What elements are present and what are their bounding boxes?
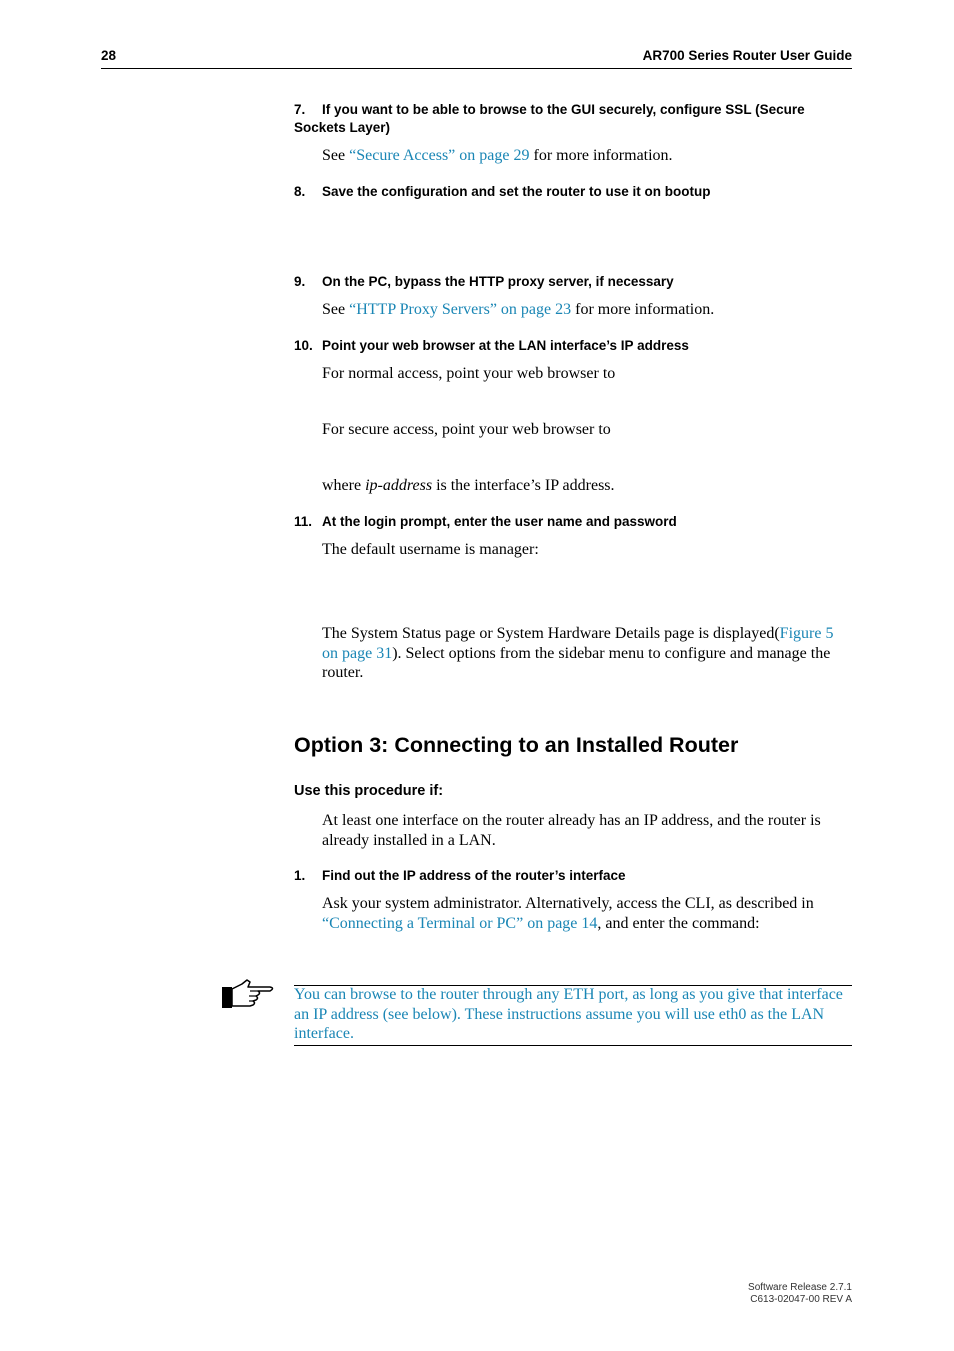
step-9-title [294,273,852,291]
step-number: 9. [294,274,306,289]
note-bottom-rule [294,1045,852,1046]
step-title-text: Point your web browser at the LAN interface’s IP address [322,338,689,353]
step-8-title [294,183,852,201]
after-text: for more information. [529,147,673,164]
running-title: AR700 Series Router User Guide [642,48,852,63]
where-pre: where [322,477,366,494]
header-rule [101,68,852,69]
step-number: 7. [294,102,306,117]
step-number: 10. [294,338,313,353]
http-proxy-link[interactable]: “HTTP Proxy Servers” on page 23 [349,301,572,318]
use-procedure-label: Use this procedure if: [294,783,444,799]
status-post: ). Select options from the sidebar menu to configure and manage the router. [322,644,831,681]
option3-step-1-text [322,894,852,933]
step-title-text: At the login prompt, enter the user name and password [322,514,677,529]
use-procedure-text: At least one interface on the router already has an IP address, and the router is already installed in a LAN. [322,812,821,849]
step-title-text: Find out the IP address of the router’s interface [322,868,626,883]
cli-pre: Ask your system administrator. Alternatively, access the CLI, as described in [322,895,814,912]
page-number: 28 [101,48,117,63]
note-text: You can browse to the router through any ETH port, as long as you give that interface an IP address (see below). These instructions assume you will use eth0 as the LAN interface. [294,986,843,1042]
normal-access-text: For normal access, point your web browser to [322,365,616,382]
document-id: C613-02047-00 REV A [750,1294,852,1305]
status-page-text [322,624,852,683]
secure-access-link[interactable]: “Secure Access” on page 29 [349,147,530,164]
step-number: 11. [294,514,313,529]
option3-step-1-title [294,867,852,885]
ip-address-term: ip-address [365,477,433,494]
pointing-hand-icon [220,978,278,1010]
step-title-text: On the PC, bypass the HTTP proxy server, if necessary [322,274,674,289]
step-9-see [322,300,852,320]
figure-5-link[interactable]: Figure 5 on page 31 [322,625,834,662]
step-number: 8. [294,184,306,199]
default-username-text: The default username is manager: [322,541,539,558]
see-text: See [322,301,350,318]
cli-post: , and enter the command: [597,914,760,932]
step-11-title [294,513,852,531]
status-pre: The System Status page or System Hardware Details page is displayed( [322,625,780,642]
footer [748,1282,852,1306]
after-text: for more information. [571,301,715,318]
software-release: Software Release 2.7.1 [748,1282,852,1293]
step-title-text: Save the configuration and set the router to use it on bootup [322,184,711,199]
section-heading: Option 3: Connecting to an Installed Router [294,733,739,757]
step-10-title [294,337,852,355]
step-title-text: If you want to be able to browse to the GUI securely, configure SSL (Secure Sockets Layer) [294,102,805,135]
where-text [322,476,852,496]
where-post: is the interface’s IP address. [432,477,615,494]
step-7-see [322,146,852,166]
secure-access-text: For secure access, point your web browser to [322,421,611,438]
step-number: 1. [294,868,306,883]
connecting-terminal-link[interactable]: “Connecting a Terminal or PC” on page 14 [322,914,598,932]
see-text: See [322,147,350,164]
step-7-title [294,101,852,137]
